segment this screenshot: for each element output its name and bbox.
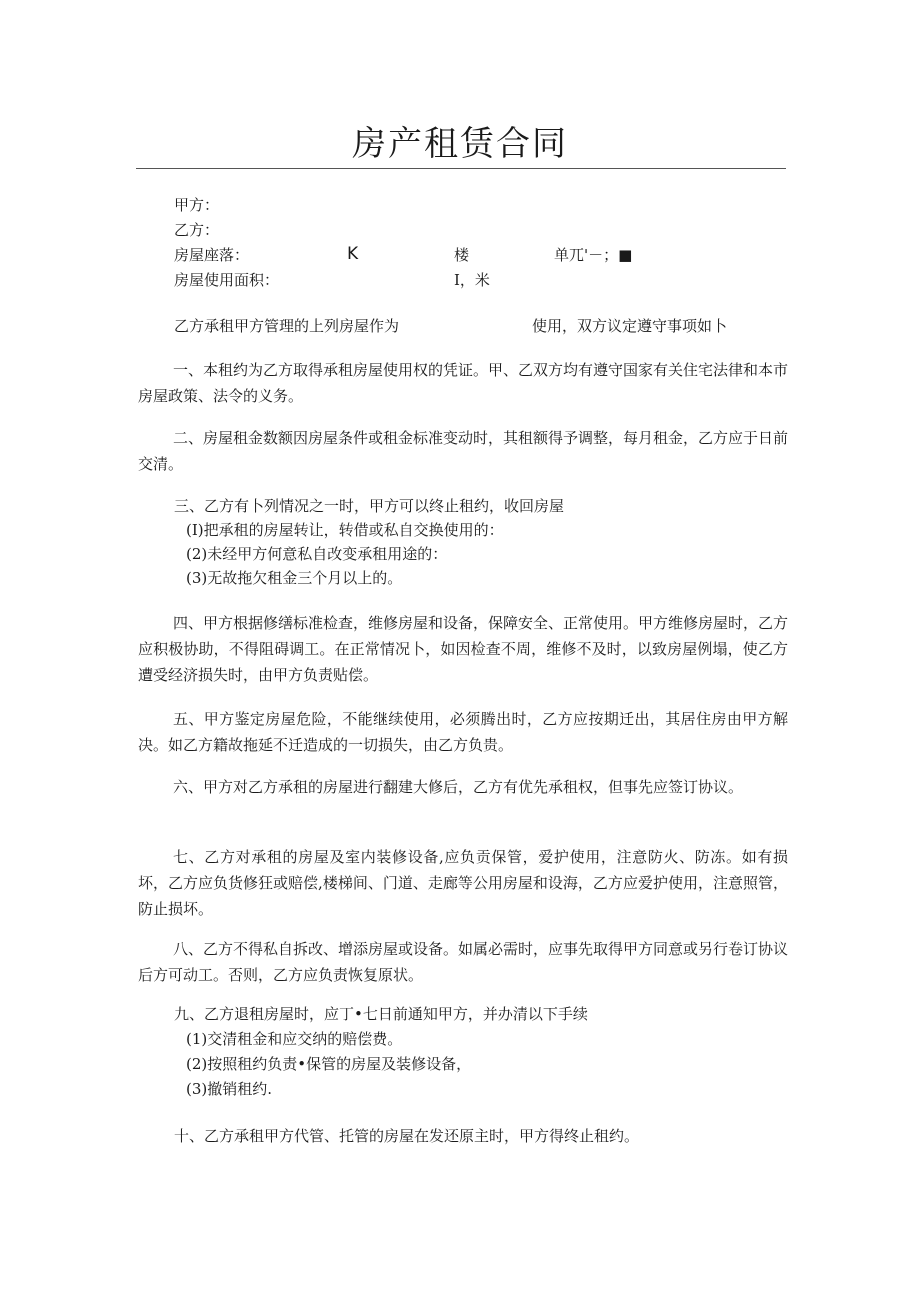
area-unit: I，米 [454,271,490,289]
clause-7: 七、乙方对承租的房屋及室内装修设备,应负贡保管，爱护使用，注意防火、防冻。如有损坏，乙方应负货修狂或赔偿,楼梯间、门道、走廊等公用房屋和设海，乙方应爱护使用，注意照管，防止损坏。 [138,848,788,918]
clause-3-item-1: (I)把承租的房屋转让，转借或私自交换使用的： [186,521,504,539]
party-a-label: 甲方： [174,196,220,214]
clause-9: 九、乙方退租房屋时，应丁•七日前通知甲方，并办清以下手续 [174,1005,588,1023]
clause-9-item-3: (3)撤销租约. [186,1080,273,1098]
clause-5: 五、甲方鉴定房屋危险，不能继续使用，必须腾出时，乙方应按期迁出，其居住房由甲方解决。如乙方籍故拖延不迁造成的一切损失，由乙方负贵。 [138,710,788,754]
clause-3: 三、乙方有卜列情况之一时，甲方可以终止租约，收回房屋 [174,497,565,515]
clause-3-item-2: (2)未经甲方何意私自改变承租用途的： [186,545,448,563]
clause-4: 四、甲方根据修缮标准检查，维修房屋和设备，保障安全、正常使用。甲方维修房屋时，乙方应积极协助，不得阻碍调工。在正常情况卜，如因检查不周，维修不及时，以致房屋例塌，使乙方遭受经济损失时，由甲方负责贴偿。 [138,614,789,684]
party-b-label: 乙方： [174,221,220,239]
clause-9-item-1: (1)交清租金和应交纳的赔偿费。 [186,1030,403,1048]
intro-text: 乙方承租甲方管理的上列房屋作为 [174,317,400,335]
document-title: 房产租赁合同 [352,124,568,164]
clause-8: 八、乙方不得私自拆改、增添房屋或设备。如属必需时，应事先取得甲方同意或另行卷订协议后方可动工。否则，乙方应负责恢复原状。 [138,940,789,984]
clause-6: 六、甲方对乙方承租的房屋进行翻建大修后，乙方有优先承租权，但事先应签订协议。 [173,778,744,796]
clause-9-item-2: (2)按照租约负责•保管的房屋及装修设备， [186,1055,472,1073]
clause-2: 二、房屋租金数额因房屋条件或租金标准变动时，其租额得予调整，每月租金，乙方应于日前交清。 [138,429,789,473]
building-label: 楼 [454,246,470,264]
area-label: 房屋使用面积： [174,271,280,289]
clause-1: 一、本租约为乙方取得承租房屋使用权的凭证。甲、乙双方均有遵守国家有关住宅法律和本市房屋政策、法令的义务。 [138,361,789,405]
location-k-value: K [347,244,359,264]
clause-3-item-3: (3)无故拖欠租金三个月以上的。 [186,569,403,587]
unit-label: 单兀'－；■ [554,246,633,264]
clause-10: 十、乙方承租甲方代管、托管的房屋在发还原主时，甲方得终止租约。 [174,1127,640,1145]
intro-text-after: 使用，双方议定遵守事项如卜 [532,317,728,335]
title-divider [136,168,786,169]
location-label: 房屋座落： [174,246,250,264]
